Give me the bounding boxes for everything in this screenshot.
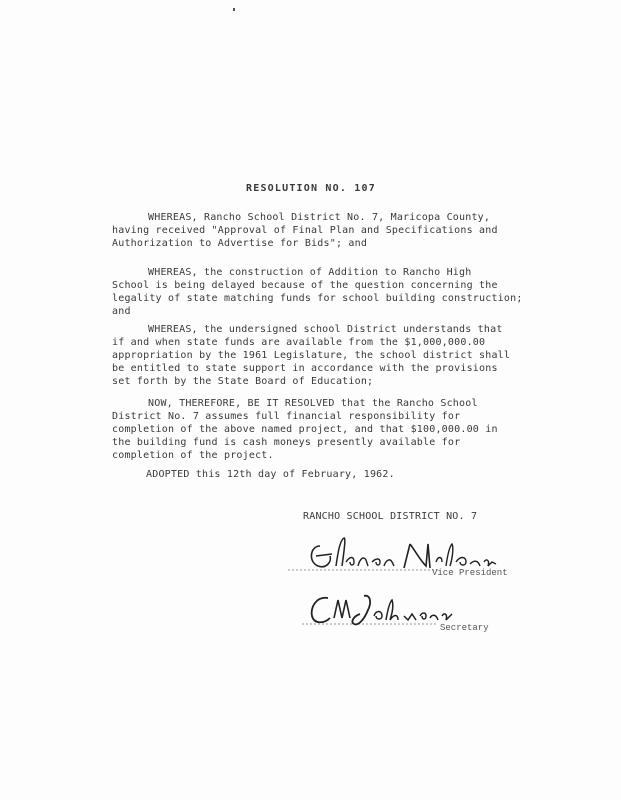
text-line: completion of the above named project, and that $100,000.00 in	[112, 424, 498, 435]
president-role: Vice President	[432, 568, 508, 578]
text-line: WHEREAS, the construction of Addition to Rancho High	[148, 267, 472, 278]
paragraph-whereas-2	[112, 266, 523, 318]
adoption-line: ADOPTED this 12th day of February, 1962.	[146, 469, 395, 480]
text-line: Authorization to Advertise for Bids"; and	[112, 238, 368, 249]
text-line: the building fund is cash moneys presently available for	[112, 437, 461, 448]
text-line: if and when state funds are available from the $1,000,000.00	[112, 337, 486, 348]
text-line: completion of the project.	[112, 450, 274, 461]
text-line: WHEREAS, Rancho School District No. 7, Maricopa County,	[148, 212, 491, 223]
resolution-title: RESOLUTION NO. 107	[246, 183, 376, 194]
text-line: be entitled to state support in accordance with the provisions	[112, 363, 498, 374]
paragraph-whereas-3	[112, 323, 510, 388]
text-line: legality of state matching funds for school building construction;	[112, 293, 523, 304]
secretary-role: Secretary	[440, 623, 489, 633]
board-name: RANCHO SCHOOL DISTRICT NO. 7	[303, 511, 478, 522]
paragraph-resolved	[112, 397, 498, 462]
text-line: and	[112, 306, 131, 317]
text-line: appropriation by the 1961 Legislature, the school district shall	[112, 350, 511, 361]
scan-speck	[233, 8, 235, 11]
text-line: District No. 7 assumes full financial responsibility for	[112, 411, 461, 422]
text-line: WHEREAS, the undersigned school District understands that	[148, 324, 503, 335]
text-line: having received "Approval of Final Plan and Specifications and	[112, 225, 498, 236]
paragraph-whereas-1	[112, 211, 498, 250]
text-line: School is being delayed because of the question concerning the	[112, 280, 498, 291]
text-line: set forth by the State Board of Education;	[112, 376, 374, 387]
text-line: NOW, THEREFORE, BE IT RESOLVED that the Rancho School	[148, 398, 478, 409]
